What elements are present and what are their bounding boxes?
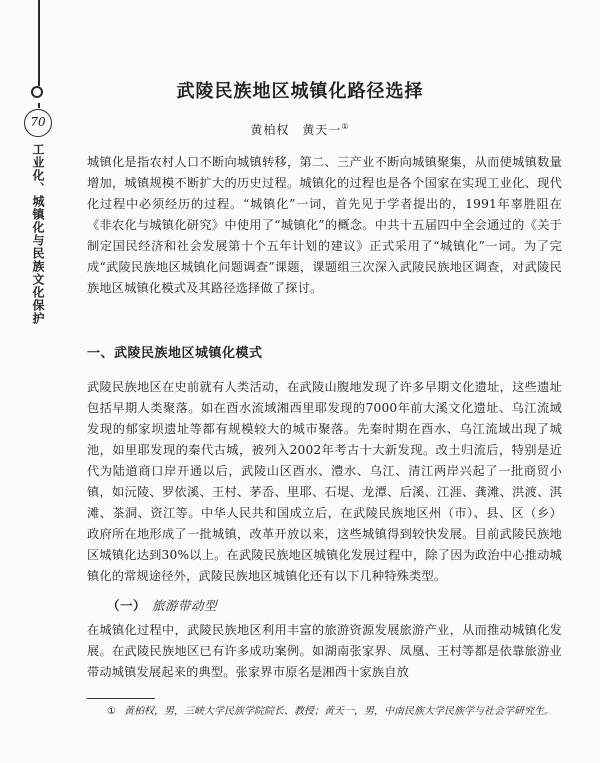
page-number: 70 [24, 109, 52, 137]
footnote [107, 703, 562, 720]
author-names: 黄柏权 黄天一 [250, 123, 342, 137]
footnote-mark: ① [107, 706, 116, 717]
subsection-1-title: 旅游带动型 [152, 598, 218, 613]
section-1-heading: 一、武陵民族地区城镇化模式 [87, 346, 263, 361]
subsection-1-number: （一） [107, 598, 147, 613]
section-1-paragraph: 武陵民族地区在史前就有人类活动，在武陵山腹地发现了许多早期文化遗址，这些遗址包括早期人类聚落。如在酉水流域湘西里耶发现的7000年前大溪文化遗址、乌江流域发现的郁家坝遗址等都有规模较大的城市聚落。先秦时期在酉水、乌江流域出现了城池，如里耶发现的秦代古城，被列入2002年考古十大新发现。改土归流后，特别是近代为陆道商口岸开通以后，武陵山区酉水、澧水、乌江、清江两岸兴起了一批商贸小镇，如沅陵、罗依溪、王村、茅岙、里耶、石堤、龙潭、后溪、江涯、龚滩、洪渡、淇滩、茶洞、资江等。中华人民共和国成立后，在武陵民族地区州（市）、县、区（乡）政府所在地形成了一批城镇，改革开放以来，这些城镇得到较快发展。目前武陵民族地区城镇化达到30%以上。在武陵民族地区城镇化发展过程中，除了因为政治中心推动城镇化的常规途径外，武陵民族地区城镇化还有以下几种特殊类型。 [87, 380, 562, 583]
subsection-1-paragraph: 在城镇化过程中，武陵民族地区利用丰富的旅游资源发展旅游产业，从而推动城镇化发展。在武陵民族地区已有许多成功案例。如湖南张家界、凤凰、王村等都是依靠旅游业带动城镇发展起来的典型。张家界市原名是湘西十家族自放 [87, 623, 562, 679]
intro-paragraph: 城镇化是指农村人口不断向城镇转移，第二、三产业不断向城镇聚集，从而使城镇数量增加，城镇规模不断扩大的历史过程。城镇化的过程也是各个国家在实现工业化、现代化过程中必须经历的过程。“城镇化”一词，首先见于学者提出的，1991年辜胜阻在《非农化与城镇化研究》中使用了“城镇化”的概念。中共十五届四中全会通过的《关于制定国民经济和社会发展第十个五年计划的建议》正式采用了“城镇化”一词。为了完成“武陵民族地区城镇化问题调查”课题，课题组三次深入武陵民族地区调查，对武陵民族地区城镇化模式及其路径选择做了探讨。 [87, 155, 562, 295]
footnote-rule [87, 698, 155, 699]
author-note-mark: ① [341, 122, 350, 131]
author-line [0, 121, 600, 138]
margin-rule-top [38, 0, 40, 86]
margin-rule-mid [38, 103, 40, 108]
footnote-text: 黄柏权，男，三峡大学民族学院院长、教授；黄天一，男，中南民族大学民族学与社会学研究生。 [123, 706, 554, 717]
subsection-1-heading [107, 596, 217, 614]
article-title: 武陵民族地区城镇化路径选择 [176, 81, 424, 102]
running-title: 工业化、城镇化与民族文化保护 [31, 143, 45, 325]
